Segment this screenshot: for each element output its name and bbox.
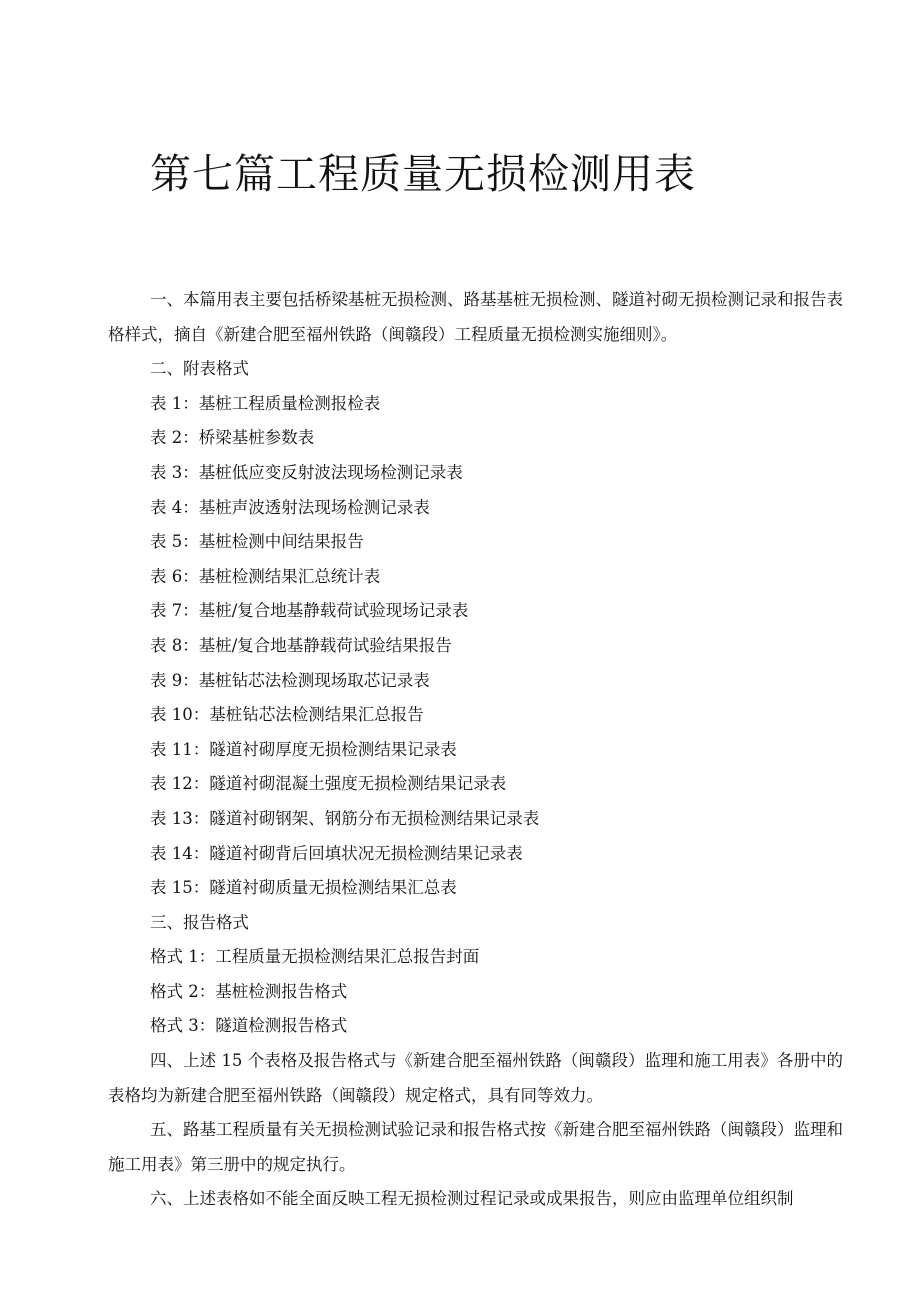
list-item-format-1: 格式 1：工程质量无损检测结果汇总报告封面 [150,947,480,967]
paragraph-validity: 四、上述 15 个表格及报告格式与《新建合肥至福州铁路（闽赣段）监理和施工用表》各册中的表格均为新建合肥至福州铁路（闽赣段）规定格式，具有同等效力。 [108,1051,843,1105]
list-item-table-10: 表 10：基桩钻芯法检测结果汇总报告 [150,705,424,725]
list-item-table-3: 表 3：基桩低应变反射波法现场检测记录表 [150,462,463,482]
list-item-table-7: 表 7：基桩/复合地基静载荷试验现场记录表 [150,601,469,621]
page-title: 第七篇工程质量无损检测用表 [150,150,696,198]
paragraph-scope: 一、本篇用表主要包括桥梁基桩无损检测、路基基桩无损检测、隧道衬砌无损检测记录和报告表格样式，摘自《新建合肥至福州铁路（闽赣段）工程质量无损检测实施细则》。 [108,290,843,344]
list-item-table-14: 表 14：隧道衬砌背后回填状况无损检测结果记录表 [150,843,523,863]
list-item-format-3: 格式 3：隧道检测报告格式 [150,1016,348,1036]
section-heading-formats: 三、报告格式 [150,912,249,932]
list-item-table-8: 表 8：基桩/复合地基静载荷试验结果报告 [150,635,452,655]
list-item-format-2: 格式 2：基桩检测报告格式 [150,981,348,1001]
list-item-table-9: 表 9：基桩钻芯法检测现场取芯记录表 [150,670,430,690]
list-item-table-6: 表 6：基桩检测结果汇总统计表 [150,566,381,586]
list-item-table-1: 表 1：基桩工程质量检测报检表 [150,393,381,413]
list-item-table-11: 表 11：隧道衬砌厚度无损检测结果记录表 [150,739,457,759]
list-item-table-13: 表 13：隧道衬砌钢架、钢筋分布无损检测结果记录表 [150,808,540,828]
list-item-table-15: 表 15：隧道衬砌质量无损检测结果汇总表 [150,878,457,898]
list-item-table-2: 表 2：桥梁基桩参数表 [150,428,315,448]
document-body [108,283,843,1217]
list-item-table-5: 表 5：基桩检测中间结果报告 [150,532,364,552]
list-item-table-12: 表 12：隧道衬砌混凝土强度无损检测结果记录表 [150,774,507,794]
paragraph-subgrade: 五、路基工程质量有关无损检测试验记录和报告格式按《新建合肥至福州铁路（闽赣段）监理和施工用表》第三册中的规定执行。 [108,1120,843,1174]
section-heading-tables: 二、附表格式 [150,359,249,379]
paragraph-supplement: 六、上述表格如不能全面反映工程无损检测过程记录或成果报告，则应由监理单位组织制 [150,1189,794,1209]
list-item-table-4: 表 4：基桩声波透射法现场检测记录表 [150,497,430,517]
